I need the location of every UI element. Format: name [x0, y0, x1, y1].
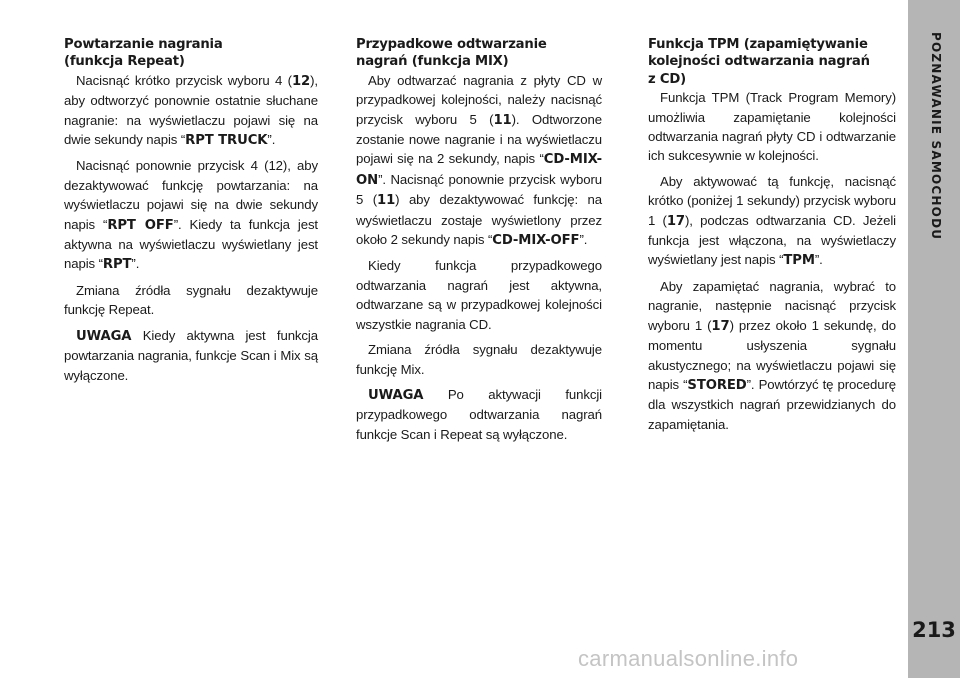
text-run: ) przez około 1 sekundę, do momentu usłyszenia sygnału akustycznego; na wyświetlaczu pojawi się napis “ — [648, 317, 896, 392]
section-heading — [648, 36, 896, 88]
bold-text: CD-MIX-ON — [356, 152, 602, 188]
bold-text: RPT TRUCK — [185, 133, 268, 149]
paragraph — [648, 277, 896, 434]
bold-text: 17 — [711, 318, 730, 334]
page-number: 213 — [912, 618, 956, 642]
watermark: carmanualsonline.info — [578, 646, 799, 671]
heading-line: Przypadkowe odtwarzanie — [356, 37, 547, 52]
text-run: Funkcja TPM (Track Program Memory) umożliwia zapamiętanie kolejności odtwarzania nagrań płyty CD i odtwarzanie ich sukcesywnie w kolejności. — [648, 90, 896, 164]
column-mix — [356, 36, 602, 450]
paragraph — [356, 71, 602, 251]
text-run: Po aktywacji funkcji przypadkowego odtwarzania nagrań funkcje Scan i Repeat są wyłączone. — [356, 386, 602, 442]
heading-line: (funkcja Repeat) — [64, 54, 185, 70]
bold-text: UWAGA — [76, 328, 132, 344]
paragraph — [64, 156, 318, 274]
text-run: Kiedy funkcja przypadkowego odtwarzania nagrań jest aktywna, odtwarzane są w przypadkowej kolejności wszystkie nagrania CD. — [356, 258, 602, 332]
text-run: ”. — [579, 232, 588, 248]
text-run: Nacisnąć krótko przycisk wyboru 4 ( — [76, 72, 292, 88]
text-run: Zmiana źródła sygnału dezaktywuje funkcję Mix. — [356, 342, 602, 377]
paragraph — [648, 172, 896, 271]
paragraph — [356, 340, 602, 379]
heading-line: Powtarzanie nagrania — [64, 37, 223, 52]
text-run: ”. — [131, 256, 140, 272]
text-run: Aby odtwarzać nagrania z płyty CD w przypadkowej kolejności, należy nacisnąć przycisk wyboru 5 ( — [356, 72, 602, 127]
heading-line: kolejności odtwarzania nagrań — [648, 54, 870, 70]
heading-line: nagrań (funkcja MIX) — [356, 54, 509, 70]
text-run: Kiedy aktywna jest funkcja powtarzania nagrania, funkcje Scan i Mix są wyłączone. — [64, 327, 318, 383]
bold-text: UWAGA — [368, 387, 424, 403]
text-run: ), aby odtworzyć ponownie ostatnie słuchane nagranie: na wyświetlaczu pojawi się na dwie sekundy napis “ — [64, 72, 318, 148]
bold-text: RPT OFF — [107, 217, 174, 233]
section-heading — [356, 36, 602, 71]
text-run: ). Odtworzone zostanie nowe nagranie i na wyświetlaczu pojawi się na 2 sekundy, napis “ — [356, 111, 602, 167]
paragraph — [64, 281, 318, 320]
bold-text: STORED — [687, 377, 747, 393]
section-heading — [64, 36, 318, 71]
paragraph — [356, 385, 602, 444]
heading-line: Funkcja TPM (zapamiętywanie — [648, 37, 868, 52]
text-run: ) aby dezaktywować funkcję: na wyświetlaczu zostaje wyświetlony przez około 2 sekundy napis “ — [356, 192, 603, 248]
column-tpm — [648, 36, 896, 440]
bold-text: RPT — [102, 257, 132, 273]
text-run: ”. Powtórzyć tę procedurę dla wszystkich nagrań przewidzianych do zapamiętania. — [648, 376, 896, 432]
text-run: ), podczas odtwarzania CD. Jeżeli funkcja jest włączona, na wyświetlaczy wyświetlany jest napis “ — [648, 212, 896, 268]
bold-text: 11 — [377, 193, 396, 209]
paragraph — [64, 71, 318, 151]
text-run: ”. Kiedy ta funkcja jest aktywna na wyświetlaczu wyświetlany jest napis “ — [64, 216, 318, 272]
text-run: ”. — [267, 132, 276, 148]
bold-text: CD-MIX-OFF — [492, 233, 580, 249]
paragraph — [64, 326, 318, 385]
text-run: Aby zapamiętać nagrania, wybrać to nagranie, następnie nacisnąć przycisk wyboru 1 ( — [648, 278, 896, 333]
text-run: ”. — [814, 252, 823, 268]
bold-text: 17 — [666, 213, 685, 229]
text-run: Zmiana źródła sygnału dezaktywuje funkcję Repeat. — [64, 282, 318, 318]
bold-text: TPM — [783, 253, 815, 269]
paragraph — [648, 88, 896, 166]
heading-line: z CD) — [648, 71, 686, 87]
text-run: Nacisnąć ponownie przycisk 4 (12), aby dezaktywować funkcję powtarzania: na wyświetlaczu pojawi się na dwie sekundy napis “ — [64, 158, 318, 232]
paragraph — [356, 256, 602, 334]
text-run: ”. Nacisnąć ponownie przycisk wyboru 5 ( — [356, 171, 602, 208]
text-run: Aby aktywować tą funkcję, nacisnąć krótko (poniżej 1 sekundy) przycisk wyboru 1 ( — [648, 173, 896, 228]
bold-text: 11 — [493, 112, 512, 128]
column-repeat — [64, 36, 318, 391]
section-title: POZNAWANIE SAMOCHODU — [929, 32, 943, 241]
bold-text: 12 — [291, 73, 311, 89]
